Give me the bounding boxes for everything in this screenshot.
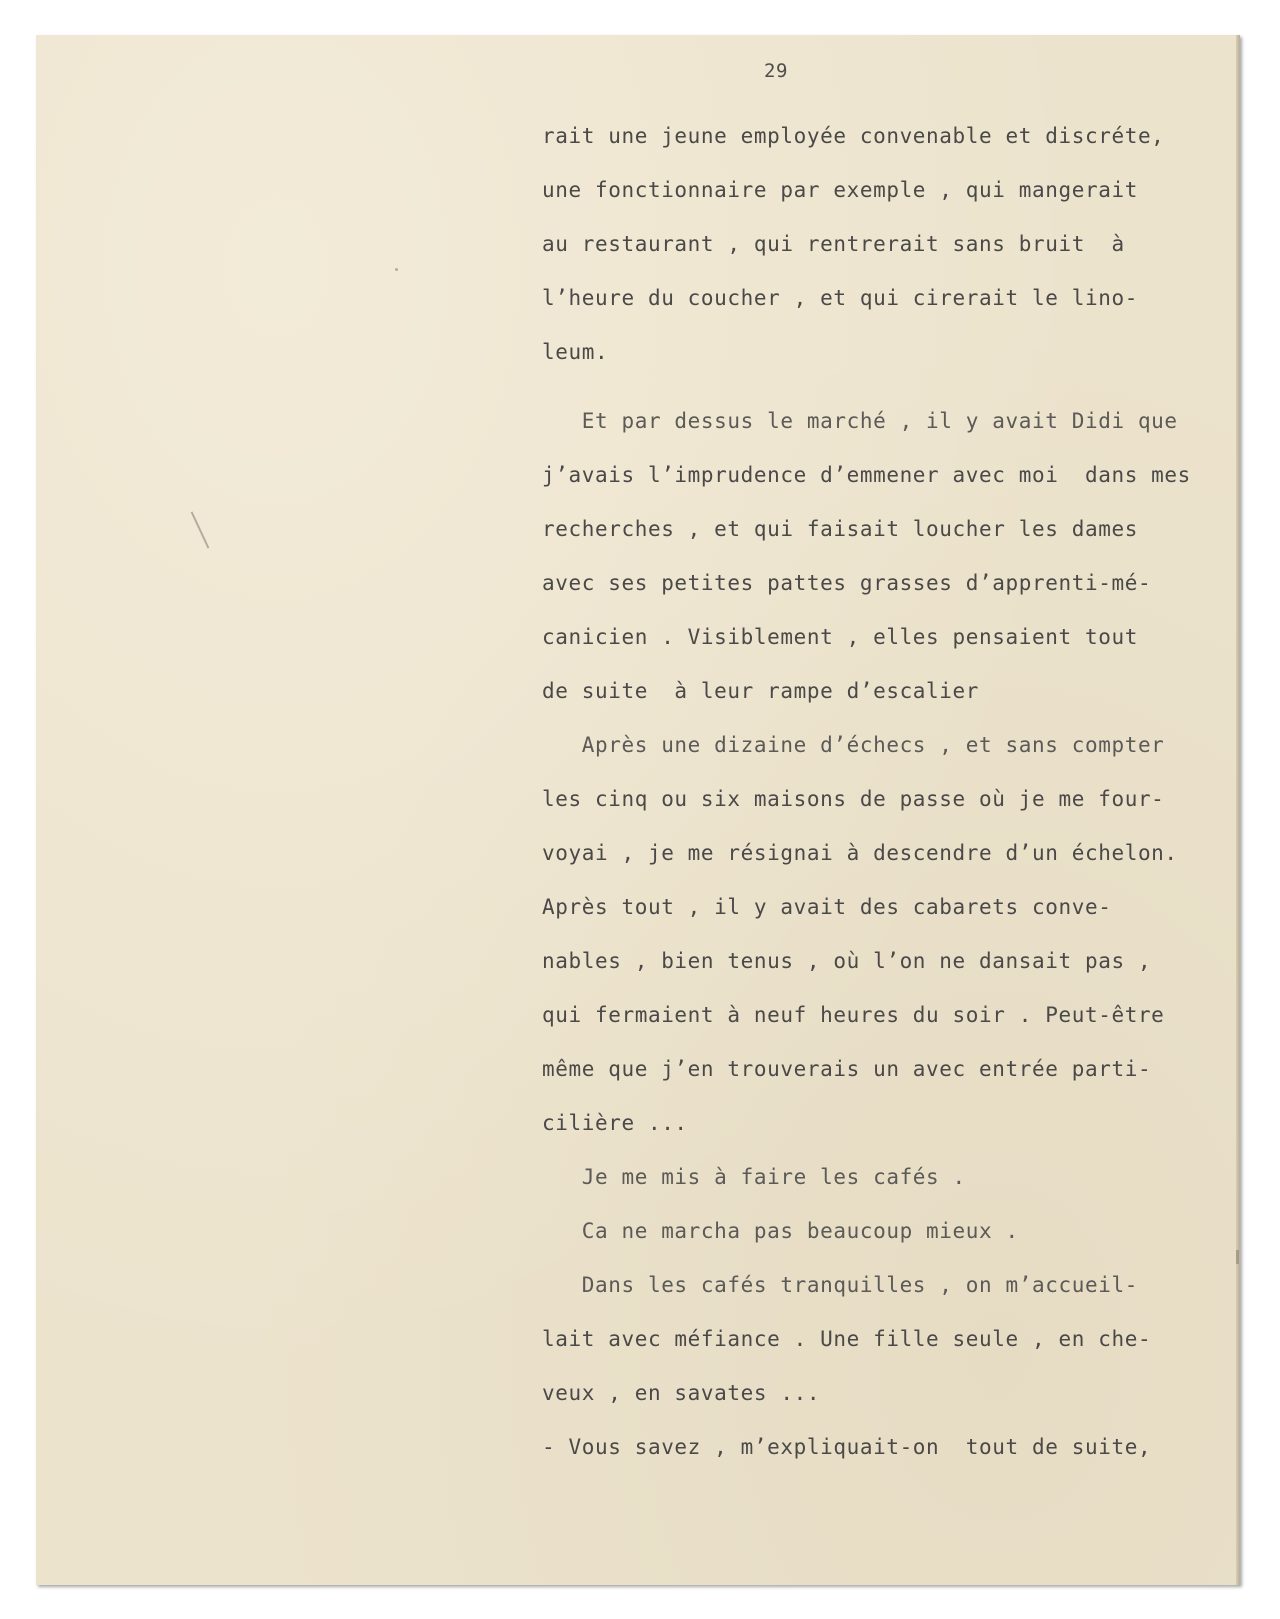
text-line: Dans les cafés tranquilles , on m’accueil-	[542, 1273, 1138, 1297]
text-line: lait avec méfiance . Une fille seule , en che-	[542, 1327, 1152, 1351]
text-line: veux , en savates ...	[542, 1381, 821, 1405]
text-line: canicien . Visiblement , elles pensaient tout	[542, 625, 1138, 649]
text-line: recherches , et qui faisait loucher les dames	[542, 517, 1138, 541]
text-line: nables , bien tenus , où l’on ne dansait pas ,	[542, 949, 1152, 973]
text-line: leum.	[542, 340, 609, 364]
text-line: rait une jeune employée convenable et discréte,	[542, 124, 1165, 148]
sheet-right-edge	[1236, 35, 1240, 1585]
text-line: l’heure du coucher , et qui cirerait le lino-	[542, 286, 1138, 310]
text-line: voyai , je me résignai à descendre d’un échelon.	[542, 841, 1178, 865]
text-line: Après tout , il y avait des cabarets conve-	[542, 895, 1112, 919]
text-line: même que j’en trouverais un avec entrée parti-	[542, 1057, 1152, 1081]
text-line: une fonctionnaire par exemple , qui mangerait	[542, 178, 1138, 202]
text-line: qui fermaient à neuf heures du soir . Peut-être	[542, 1003, 1165, 1027]
text-line: Ca ne marcha pas beaucoup mieux .	[542, 1219, 1019, 1243]
page-number: 29	[764, 60, 788, 82]
text-line: j’avais l’imprudence d’emmener avec moi dans mes	[542, 463, 1191, 487]
text-line: Je me mis à faire les cafés .	[542, 1165, 966, 1189]
text-line: Et par dessus le marché , il y avait Didi que	[542, 409, 1178, 433]
text-line: - Vous savez , m’expliquait-on tout de suite,	[542, 1435, 1152, 1459]
text-line: cilière ...	[542, 1111, 688, 1135]
text-line: Après une dizaine d’échecs , et sans compter	[542, 733, 1165, 757]
text-line: de suite à leur rampe d’escalier	[542, 679, 980, 703]
text-line: avec ses petites pattes grasses d’apprenti-mé-	[542, 571, 1152, 595]
text-line: les cinq ou six maisons de passe où je me four-	[542, 787, 1165, 811]
paper-speck	[1236, 1250, 1239, 1264]
paper-speck	[395, 268, 398, 271]
text-line: au restaurant , qui rentrerait sans bruit à	[542, 232, 1125, 256]
